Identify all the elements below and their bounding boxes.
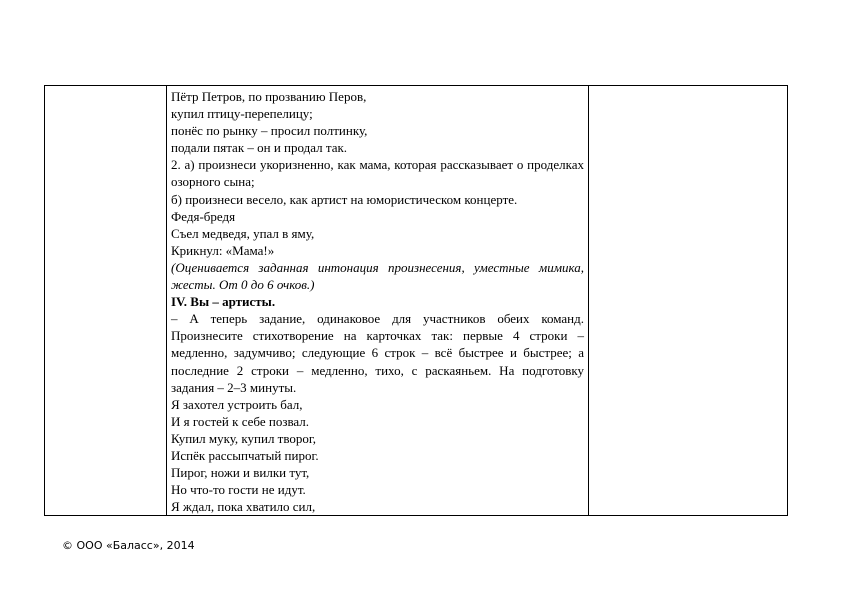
poem-line: Я захотел устроить бал, bbox=[171, 396, 303, 412]
poem-line: И я гостей к себе позвал. bbox=[171, 413, 310, 429]
instruction-text: – А теперь задание, одинаковое для участников обеих команд. Произнесите стихотворение на карточках так: первые 4 строки – медленно, задумчиво; следующие 6 строк – всё быстрее и быстрее; а последние 2 строки – медленно, тихо, с раскаяньем. На подготовку задания – 2–3 минуты. bbox=[171, 311, 584, 395]
evaluation-note: (Оценивается заданная интонация произнесения, уместные мимика, жесты. От 0 до 6 очков.) bbox=[171, 259, 584, 293]
copyright-footer: © ООО «Баласс», 2014 bbox=[62, 539, 195, 552]
stanza1-line: понёс по рынку – просил полтинку, bbox=[171, 123, 368, 139]
stanza2-line: Съел медведя, упал в яму, bbox=[171, 225, 315, 241]
content-column-cell bbox=[167, 86, 589, 516]
poem-line: Пирог, ножи и вилки тут, bbox=[171, 465, 310, 481]
poem-line: Испёк рассыпчатый пирог. bbox=[171, 447, 319, 463]
poem-line: Но что-то гости не идут. bbox=[171, 482, 306, 498]
stanza1-line: подали пятак – он и продал так. bbox=[171, 140, 348, 156]
content-text-block bbox=[167, 86, 588, 515]
task-2b-text: б) произнеси весело, как артист на юмористическом концерте. bbox=[171, 191, 518, 207]
poem-line: Купил муку, купил творог, bbox=[171, 430, 317, 446]
left-column-cell bbox=[45, 86, 167, 516]
table-row bbox=[45, 86, 788, 516]
stanza2-line: Федя-бредя bbox=[171, 208, 236, 224]
lesson-table bbox=[44, 85, 788, 516]
right-column-cell bbox=[589, 86, 788, 516]
task-2a-text: 2. а) произнеси укоризненно, как мама, которая рассказывает о проделках озорного сына; bbox=[171, 157, 584, 190]
stanza2-line: Крикнул: «Мама!» bbox=[171, 242, 275, 258]
section-heading: IV. Вы – артисты. bbox=[171, 294, 276, 310]
stanza1-line: Пётр Петров, по прозванию Перов, bbox=[171, 89, 367, 104]
poem-line: Я ждал, пока хватило сил, bbox=[171, 499, 316, 515]
stanza1-line: купил птицу-перепелицу; bbox=[171, 106, 313, 122]
